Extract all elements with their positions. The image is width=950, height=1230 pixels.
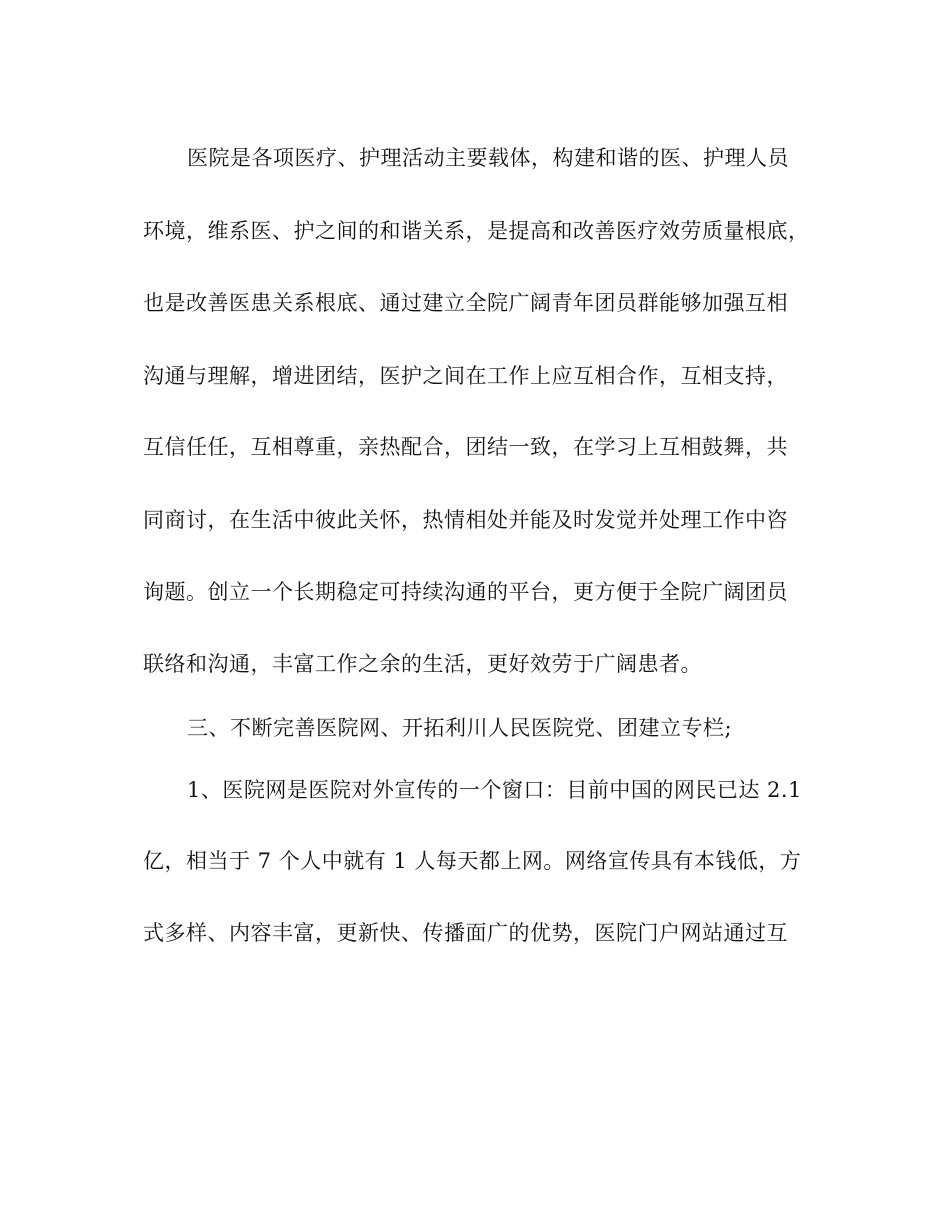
paragraph-line: 联络和沟通，丰富工作之余的生活，更好效劳于广阔患者。 (143, 652, 702, 676)
paragraph-line: 互信任任，互相尊重，亲热配合，团结一致，在学习上互相鼓舞，共 (143, 435, 788, 459)
paragraph-line: 环境，维系医、护之间的和谐关系，是提高和改善医疗效劳质量根底， (143, 219, 810, 243)
section-heading: 三、不断完善医院网、开拓利川人民医院党、团建立专栏; (187, 716, 733, 740)
paragraph-line: 式多样、内容丰富，更新快、传播面广的优势，医院门户网站通过互 (143, 921, 788, 945)
paragraph-line: 询题。创立一个长期稳定可持续沟通的平台，更方便于全院广阔团员 (143, 580, 788, 604)
paragraph-line: 沟通与理解，增进团结，医护之间在工作上应互相合作，互相支持， (143, 364, 788, 388)
paragraph-line: 医院是各项医疗、护理活动主要载体，构建和谐的医、护理人员 (187, 146, 789, 170)
paragraph-line: 亿，相当于 7 个人中就有 1 人每天都上网。网络宣传具有本钱低，方 (143, 849, 802, 873)
paragraph-line: 也是改善医患关系根底、通过建立全院广阔青年团员群能够加强互相 (143, 291, 788, 315)
paragraph-line: 同商讨，在生活中彼此关怀，热情相处并能及时发觉并处理工作中咨 (143, 508, 788, 532)
paragraph-line: 1、医院网是医院对外宣传的一个窗口：目前中国的网民已达 2.1 (187, 778, 802, 802)
